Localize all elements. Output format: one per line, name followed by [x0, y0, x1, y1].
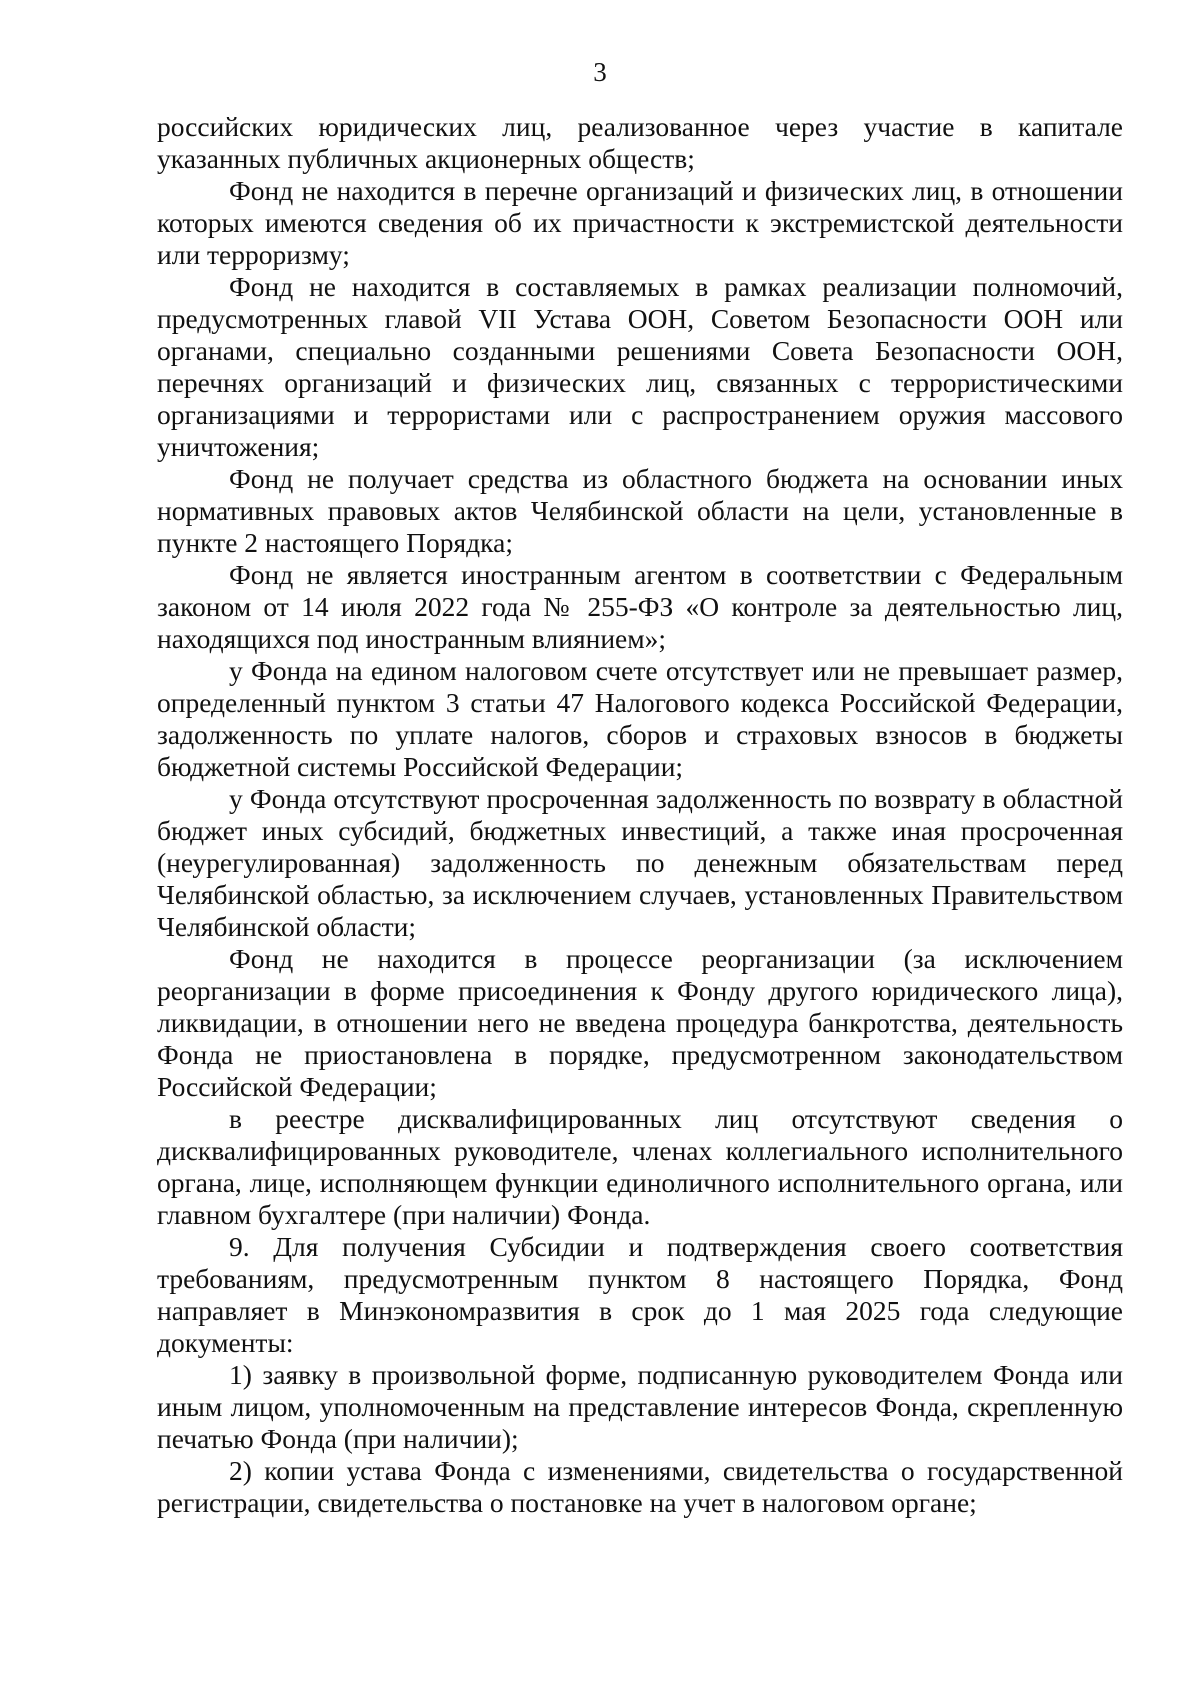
paragraph: 1) заявку в произвольной форме, подписанную руководителем Фонда или иным лицом, уполномоченным на представление интересов Фонда, скрепленную печатью Фонда (при наличии); [157, 1359, 1123, 1454]
paragraph: Фонд не получает средства из областного бюджета на основании иных нормативных правовых актов Челябинской области на цели, установленные в пункте 2 настоящего Порядка; [157, 463, 1123, 558]
paragraph: Фонд не является иностранным агентом в соответствии с Федеральным законом от 14 июля 2022 года № 255-ФЗ «О контроле за деятельностью лиц, находящихся под иностранным влиянием»; [157, 559, 1123, 654]
paragraph: в реестре дисквалифицированных лиц отсутствуют сведения о дисквалифицированных руководителе, членах коллегиального исполнительного органа, лице, исполняющем функции единоличного исполнительного органа, или главном бухгалтере (при наличии) Фонда. [157, 1103, 1123, 1230]
paragraph: Фонд не находится в процессе реорганизации (за исключением реорганизации в форме присоединения к Фонду другого юридического лица), ликвидации, в отношении него не введена процедура банкротства, деятельность Фонда не приостановлена в порядке, предусмотренном законодательством Российской Федерации; [157, 943, 1123, 1102]
page-number: 3 [593, 57, 607, 87]
paragraph: российских юридических лиц, реализованное через участие в капитале указанных публичных акционерных обществ; [157, 111, 1123, 174]
paragraph: у Фонда отсутствуют просроченная задолженность по возврату в областной бюджет иных субсидий, бюджетных инвестиций, а также иная просроченная (неурегулированная) задолженность по денежным обязательствам перед Челябинской областью, за исключением случаев, установленных Правительством Челябинской области; [157, 783, 1123, 942]
paragraph: 2) копии устава Фонда с изменениями, свидетельства о государственной регистрации, свидетельства о постановке на учет в налоговом органе; [157, 1455, 1123, 1518]
paragraph: у Фонда на едином налоговом счете отсутствует или не превышает размер, определенный пунктом 3 статьи 47 Налогового кодекса Российской Федерации, задолженность по уплате налогов, сборов и страховых взносов в бюджеты бюджетной системы Российской Федерации; [157, 655, 1123, 782]
paragraph: Фонд не находится в перечне организаций и физических лиц, в отношении которых имеются сведения об их причастности к экстремистской деятельности или терроризму; [157, 175, 1123, 270]
document-body [157, 111, 1123, 1519]
paragraph: 9. Для получения Субсидии и подтверждения своего соответствия требованиям, предусмотренным пунктом 8 настоящего Порядка, Фонд направляет в Минэкономразвития в срок до 1 мая 2025 года следующие документы: [157, 1231, 1123, 1358]
paragraph: Фонд не находится в составляемых в рамках реализации полномочий, предусмотренных главой VII Устава ООН, Советом Безопасности ООН или органами, специально созданными решениями Совета Безопасности ООН, перечнях организаций и физических лиц, связанных с террористическими организациями и террористами или с распространением оружия массового уничтожения; [157, 271, 1123, 462]
